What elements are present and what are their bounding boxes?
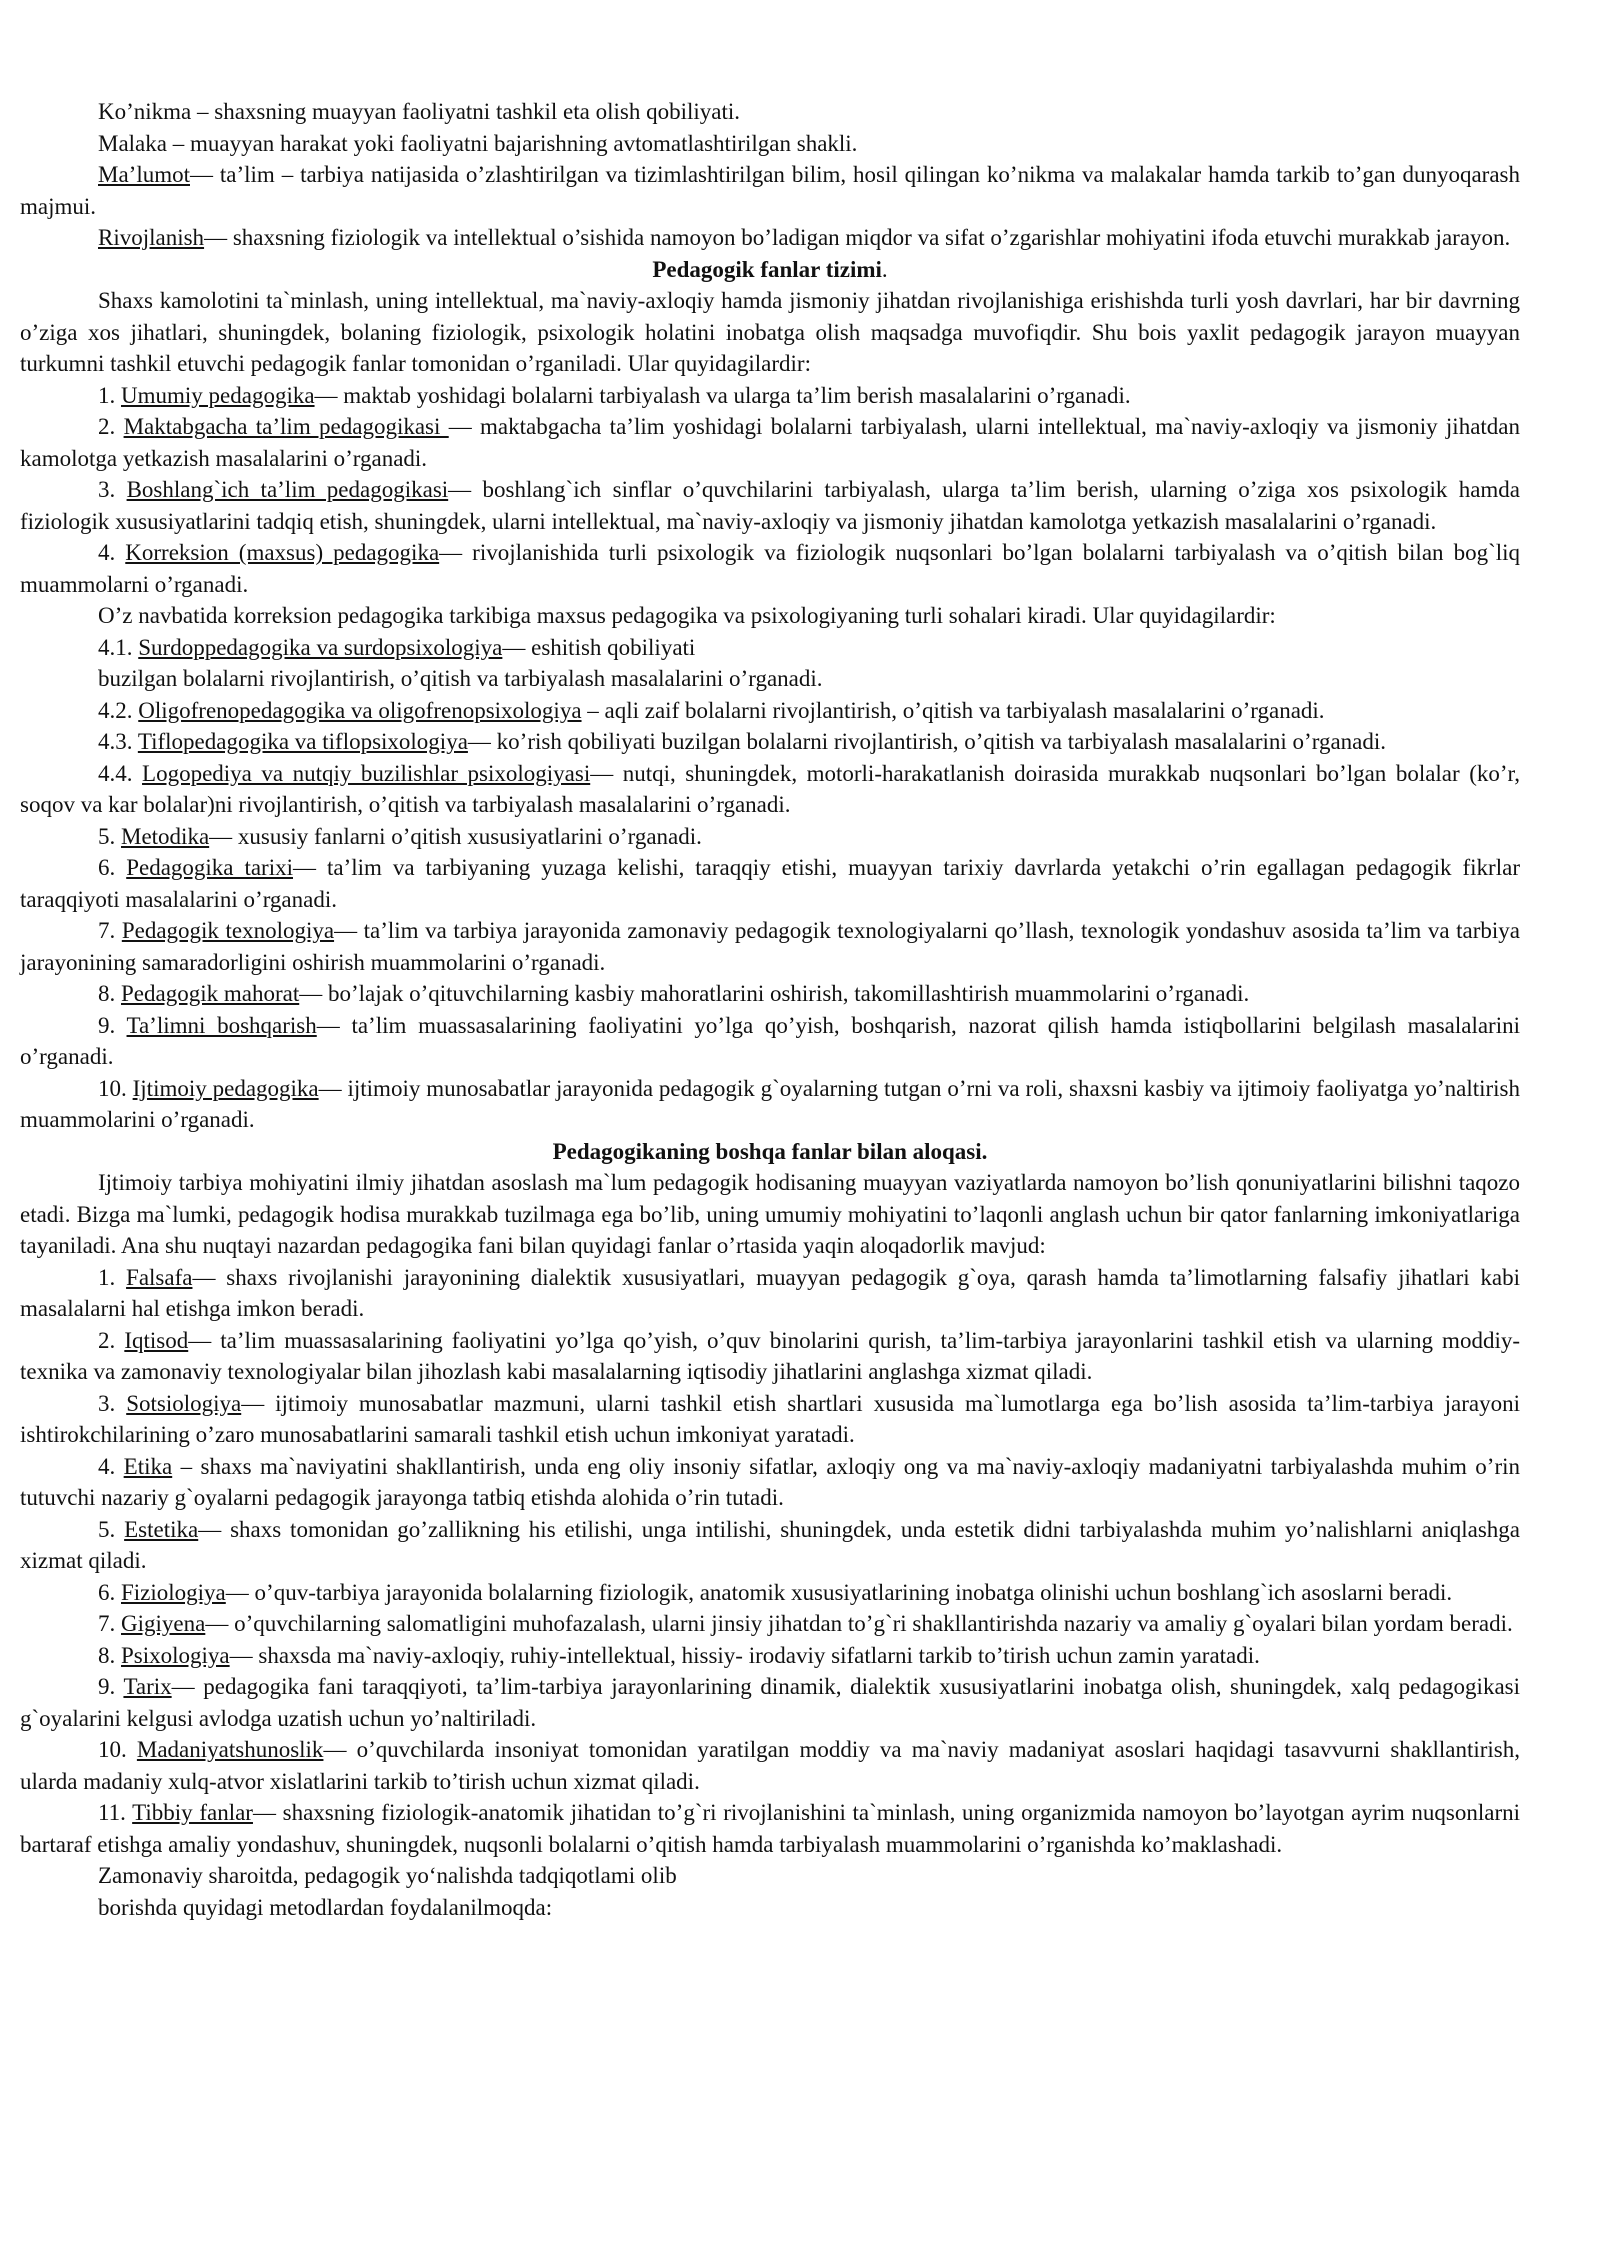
term: Pedagogik mahorat: [121, 981, 300, 1006]
term: Logopediya va nutqiy buzilishlar psixologiyasi: [142, 760, 591, 786]
list-item: 1. Umumiy pedagogika— maktab yoshidagi bolalarni tarbiyalash va ularga ta’lim berish masalalarini o’rganadi.: [98, 382, 1131, 408]
term: Ijtimoiy pedagogika: [132, 1075, 319, 1101]
list-item-continuation: buzilgan bolalarni rivojlantirish, o’qitish va tarbiyalash masalalarini o’rganadi.: [98, 666, 823, 691]
list-item: 4. Korreksion (maxsus) pedagogika— rivojlanishida turli psixologik va fiziologik nuqsonlari bo’lgan bolalarni tarbiyalash va o’qitish bilan bog`liq muammolarni o’rganadi.: [20, 540, 1521, 597]
section-heading-aloqasi: Pedagogikaning boshqa fanlar bilan aloqasi.: [552, 1138, 988, 1164]
section2-list: [20, 1262, 1520, 1861]
list-item: 10. Ijtimoiy pedagogika— ijtimoiy munosabatlar jarayonida pedagogik g`oyalarning tutgan o’rni va roli, shaxsni kasbiy va ijtimoiy faoliyatga yo’naltirish muammolarini o’rganadi.: [20, 1075, 1520, 1132]
list-item: 4. Etika – shaxs ma`naviyatini shakllantirish, unda eng oliy insoniy sifatlar, axloqiy ong va ma`naviy-axloqiy madaniyatni tarbiyalashda muhim o’rin tutuvchi nazariy g`oyalarni pedagogik jarayonga tatbiq etishda alohida o’rin tutadi.: [20, 1453, 1520, 1510]
term: Rivojlanish: [98, 225, 205, 250]
list-item: 8. Psixologiya— shaxsda ma`naviy-axloqiy, ruhiy-intellektual, hissiy- irodaviy sifatlarni tarkib to’tirish uchun zamin yaratadi.: [98, 1642, 1260, 1668]
list-item: 1. Falsafa— shaxs rivojlanishi jarayonining dialektik xususiyatlari, muayyan pedagogik g`oya, qarash hamda ta’limotlarning falsafiy jihatlari kabi masalalarni hal etishga imkon beradi.: [20, 1264, 1521, 1321]
list-item: 5. Estetika— shaxs tomonidan go’zallikning his etilishi, unga intilishi, shuningdek, unda estetik didni tarbiyalashda muhim yo’nalishlarni aniqlashga xizmat qiladi.: [20, 1516, 1521, 1573]
section1-intro: Shaxs kamolotini ta`minlash, uning intellektual, ma`naviy-axloqiy hamda jismoniy jihatdan rivojlanishiga erishishda turli yosh davrlari, har bir davrning o’ziga xos jihatlari, shuningdek, bolaning fiziologik, psixologik holatini inobatga olish maqsadga muvofiqdir. Shu bois yaxlit pedagogik jarayon muayyan turkumni tashkil etuvchi pedagogik fanlar tomonidan o’rganiladi. Ular quyidagilardir:: [20, 288, 1520, 376]
closing-line-2: borishda quyidagi metodlardan foydalanilmoqda:: [98, 1894, 553, 1920]
list-item: 9. Tarix— pedagogika fani taraqqiyoti, ta’lim-tarbiya jarayonlarining dinamik, dialektik xususiyatlarini inobatga olish, shuningdek, xalq pedagogikasi g`oyalarini kelgusi avlodga uzatish uchun yo’naltiriladi.: [20, 1674, 1520, 1731]
list-item: 9. Ta’limni boshqarish— ta’lim muassasalarining faoliyatini yo’lga qo’yish, boshqarish, nazorat qilish hamda istiqbollarini belgilash masalalarini o’rganadi.: [20, 1012, 1520, 1069]
definition-konikma: Ko’nikma – shaxsning muayyan faoliyatni tashkil eta olish qobiliyati.: [98, 99, 740, 124]
definition-malaka: Malaka – muayyan harakat yoki faoliyatni bajarishning avtomatlashtirilgan shakli.: [98, 130, 858, 156]
term: Umumiy pedagogika: [121, 382, 315, 408]
list-item: 10. Madaniyatshunoslik— o’quvchilarda insoniyat tomonidan yaratilgan moddiy va ma`naviy madaniyat asoslari haqidagi tasavvurni shakllantirish, ularda madaniy xulq-atvor xislatlarini tarkib to’tirish uchun xizmat qiladi.: [20, 1737, 1520, 1794]
list-item: 3. Boshlang`ich ta’lim pedagogikasi— boshlang`ich sinflar o’quvchilarini tarbiyalash, ularga ta’lim berish, ularning o’ziga xos psixologik hamda fiziologik xususiyatlarini tadqiq etish, shuningdek, ularni intellektual, ma`naviy-axloqiy va jismoniy jihatdan kamolotga yetkazish masalalarini o’rganadi.: [20, 477, 1521, 534]
list-item: 6. Fiziologiya— o’quv-tarbiya jarayonida bolalarning fiziologik, anatomik xususiyatlarining inobatga olinishi uchun boshlang`ich asoslarni beradi.: [98, 1579, 1453, 1605]
term: Oligofrenopedagogika va oligofrenopsixologiya: [138, 697, 582, 723]
term: Boshlang`ich ta’lim pedagogikasi: [126, 477, 449, 502]
term: Ma’lumot: [98, 162, 190, 187]
definition-malumot: Ma’lumot— ta’lim – tarbiya natijasida o’zlashtirilgan va tizimlashtirilgan bilim, hosil qilingan ko’nikma va malakalar hamda tarkib to’gan dunyoqarash majmui.: [20, 162, 1520, 219]
term: Fiziologiya: [121, 1579, 226, 1605]
definitions: [20, 96, 1520, 254]
term: Etika: [123, 1453, 173, 1479]
closing-line-1: Zamonaviy sharoitda, pedagogik yo‘nalishda tadqiqotlami olib: [98, 1863, 677, 1888]
term: Estetika: [124, 1516, 199, 1542]
list-item: 3. Sotsiologiya— ijtimoiy munosabatlar mazmuni, ularni tashkil etish shartlari xususida ma`lumotlarga ega bo’lish asosida ta’lim-tarbiya jarayoni ishtirokchilarining o’zaro munosabatlarini samarali tashkil etish uchun imkoniyat yaratadi.: [20, 1390, 1521, 1447]
list-item: 6. Pedagogika tarixi— ta’lim va tarbiyaning yuzaga kelishi, taraqqiy etishi, muayyan tarixiy davrlarda yetakchi o’rin egallagan pedagogik fikrlar taraqqiyoti masalalarini o’rganadi.: [20, 855, 1520, 912]
list-item: 4.1. Surdoppedagogika va surdopsixologiya— eshitish qobiliyati: [98, 634, 696, 660]
section1-list-b: [20, 695, 1520, 1136]
list-item: 8. Pedagogik mahorat— bo’lajak o’qituvchilarning kasbiy mahoratlarini oshirish, takomillashtirish muammolarini o’rganadi.: [98, 981, 1250, 1006]
term: Korreksion (maxsus) pedagogika: [125, 540, 440, 565]
term: Sotsiologiya: [126, 1390, 242, 1416]
term: Surdoppedagogika va surdopsixologiya: [138, 634, 503, 660]
list-item: 5. Metodika— xususiy fanlarni o’qitish xususiyatlarini o’rganadi.: [98, 823, 702, 849]
list-item: 4.3. Tiflopedagogika va tiflopsixologiya— ko’rish qobiliyati buzilgan bolalarni rivojlantirish, o’qitish va tarbiyalash masalalarini o’rganadi.: [98, 729, 1387, 754]
term: Gigiyena: [121, 1611, 206, 1636]
term: Madaniyatshunoslik: [136, 1737, 324, 1762]
definition-rivojlanish: Rivojlanish— shaxsning fiziologik va intellektual o’sishida namoyon bo’ladigan miqdor va sifat o’zgarishlar mohiyatini ifoda etuvchi murakkab jarayon.: [98, 225, 1511, 250]
term: Metodika: [121, 823, 210, 849]
list-item: 11. Tibbiy fanlar— shaxsning fiziologik-anatomik jihatidan to’g`ri rivojlanishini ta`minlash, uning organizmida namoyon bo’layotgan ayrim nuqsonlarni bartaraf etishga amaliy yondashuv, shuningdek, nuqsonli bolalarni o’qitish hamda tarbiyalash muammolarini o’rganishda ko’maklashadi.: [20, 1800, 1520, 1857]
section2-intro: Ijtimoiy tarbiya mohiyatini ilmiy jihatdan asoslash ma`lum pedagogik hodisaning muayyan vaziyatlarda namoyon bo’lish qonuniyatlarini bilishni taqozo etadi. Bizga ma`lumki, pedagogik hodisa murakkab tuzilmaga ega bo’lib, uning umumiy mohiyatini to’laqonli anglash uchun bir qator fanlarning imkoniyatlariga tayaniladi. Ana shu nuqtayi nazardan pedagogika fani bilan quyidagi fanlar o’rtasida yaqin aloqadorlik mavjud:: [20, 1170, 1520, 1258]
list-item: 2. Maktabgacha ta’lim pedagogikasi — maktabgacha ta’lim yoshidagi bolalarni tarbiyalash, ularni intellektual, ma`naviy-axloqiy va jismoniy jihatdan kamolotga yetkazish masalalarini o’rganadi.: [20, 414, 1521, 471]
term: Pedagogik texnologiya: [121, 918, 335, 943]
term: Iqtisod: [124, 1327, 189, 1353]
korreksion-intro: O’z navbatida korreksion pedagogika tarkibiga maxsus pedagogika va psixologiyaning turli sohalari kiradi. Ular quyidagilardir:: [98, 603, 1276, 628]
list-item: 7. Gigiyena— o’quvchilarning salomatligini muhofazalash, ularni jinsiy jihatdan to’g`ri shakllantirishda nazariy va amaliy g`oyalari bilan yordam beradi.: [98, 1611, 1513, 1636]
list-item: 2. Iqtisod— ta’lim muassasalarining faoliyatini yo’lga qo’yish, o’quv binolarini qurish, ta’lim-tarbiya jarayonlarini tashkil etish va ularning moddiy-texnika va zamonaviy texnologiyalar bilan jihozlash kabi masalalarning iqtisodiy jihatlarini anglashga xizmat qiladi.: [20, 1327, 1520, 1384]
list-item: 4.2. Oligofrenopedagogika va oligofrenopsixologiya – aqli zaif bolalarni rivojlantirish, o’qitish va tarbiyalash masalalarini o’rganadi.: [98, 697, 1325, 723]
term: Maktabgacha ta’lim pedagogikasi: [123, 414, 449, 439]
term: Tarix: [123, 1674, 172, 1699]
list-item: 4.4. Logopediya va nutqiy buzilishlar psixologiyasi— nutqi, shuningdek, motorli-harakatlanish doirasida murakkab nuqsonlari bo’lgan bolalar (ko’r, soqov va kar bolalar)ni rivojlantirish, o’qitish va tarbiyalash masalalarini o’rganadi.: [20, 760, 1521, 817]
term: Tiflopedagogika va tiflopsixologiya: [137, 729, 468, 754]
term: Falsafa: [126, 1264, 193, 1290]
term: Psixologiya: [121, 1642, 230, 1668]
term: Ta’limni boshqarish: [126, 1012, 317, 1038]
list-item: 7. Pedagogik texnologiya— ta’lim va tarbiya jarayonida zamonaviy pedagogik texnologiyalarni qo’llash, texnologik yondashuv asosida ta’lim va tarbiya jarayonining samaradorligini oshirish muammolarini o’rganadi.: [20, 918, 1520, 975]
term: Tibbiy fanlar: [132, 1800, 253, 1825]
section-heading-pedagogik-fanlar: Pedagogik fanlar tizimi.: [652, 256, 888, 282]
term: Pedagogika tarixi: [126, 855, 293, 880]
section1-list-a: [20, 380, 1520, 601]
